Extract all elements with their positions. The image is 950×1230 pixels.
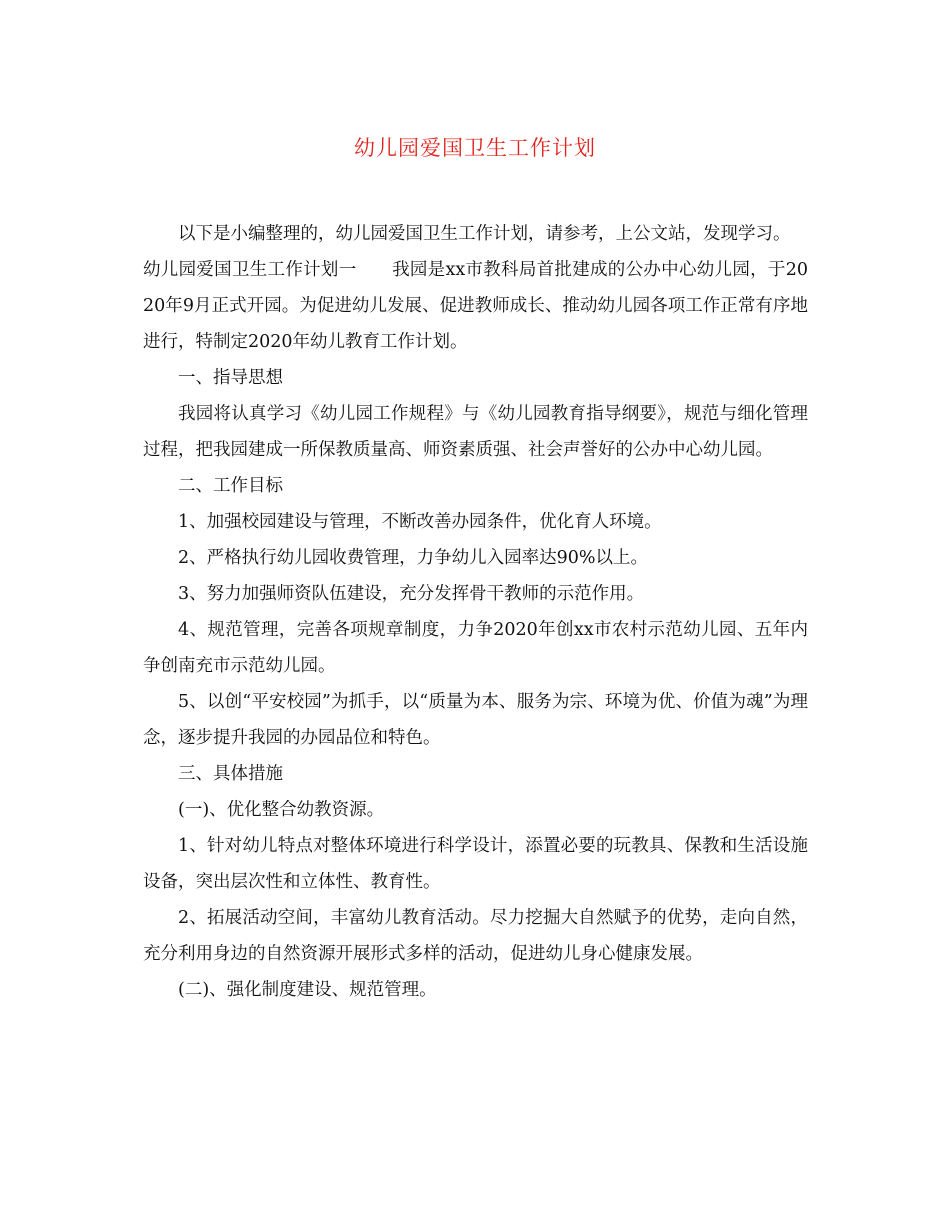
list-item-goal-5: 5、以创“平安校园”为抓手，以“质量为本、服务为宗、环境为优、价值为魂”为理念，逐步提升我园的办园品位和特色。: [143, 692, 808, 748]
paragraph-plan-one: 幼儿园爱国卫生工作计划一 我园是xx市教科局首批建成的公办中心幼儿园，于2020年9月正式开园。为促进幼儿发展、促进教师成长、推动幼儿园各项工作正常有序地进行，特制定2020年幼儿教育工作计划。: [143, 260, 808, 352]
list-item-measure-2: 2、拓展活动空间，丰富幼儿教育活动。尽力挖掘大自然赋予的优势，走向自然，充分利用身边的自然资源开展形式多样的活动，促进幼儿身心健康发展。: [143, 908, 808, 964]
paragraph-guiding-ideology: 我园将认真学习《幼儿园工作规程》与《幼儿园教育指导纲要》，规范与细化管理过程，把我园建成一所保教质量高、师资素质强、社会声誉好的公办中心幼儿园。: [143, 404, 808, 460]
page-title: 幼儿园爱国卫生工作计划: [354, 136, 596, 160]
list-item-goal-4: 4、规范管理，完善各项规章制度，力争2020年创xx市农村示范幼儿园、五年内争创南充市示范幼儿园。: [143, 620, 808, 676]
section-heading-guiding-ideology: 一、指导思想: [178, 368, 283, 388]
list-item-goal-2: 2、严格执行幼儿园收费管理，力争幼儿入园率达90%以上。: [178, 548, 649, 568]
list-item-goal-1: 1、加强校园建设与管理，不断改善办园条件，优化育人环境。: [178, 512, 662, 532]
document-body: [143, 216, 808, 1008]
list-item-goal-3: 3、努力加强师资队伍建设，充分发挥骨干教师的示范作用。: [178, 584, 645, 604]
subsection-heading-system: (二)、强化制度建设、规范管理。: [178, 980, 437, 1000]
section-heading-measures: 三、具体措施: [178, 764, 283, 784]
list-item-measure-1: 1、针对幼儿特点对整体环境进行科学设计，添置必要的玩教具、保教和生活设施设备，突出层次性和立体性、教育性。: [143, 836, 808, 892]
section-heading-work-goals: 二、工作目标: [178, 476, 283, 496]
paragraph-intro: 以下是小编整理的，幼儿园爱国卫生工作计划，请参考，上公文站，发现学习。: [178, 224, 791, 244]
subsection-heading-resources: (一)、优化整合幼教资源。: [178, 800, 385, 820]
